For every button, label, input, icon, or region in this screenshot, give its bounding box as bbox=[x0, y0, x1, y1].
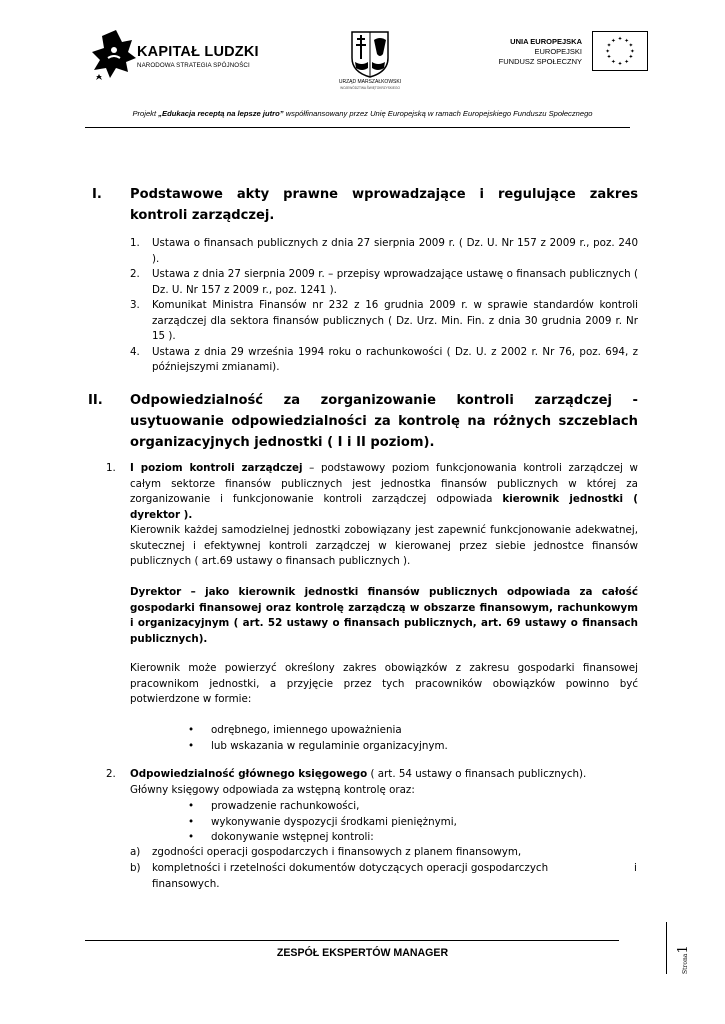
header-divider bbox=[85, 127, 630, 128]
urzad-marszalkowski-sublabel: WOJEWÓDZTWA ŚWIĘTOKRZYSKIEGO bbox=[340, 86, 400, 90]
list-item: 2. Ustawa z dnia 27 sierpnia 2009 r. – przepisy wprowadzające ustawę o finansach publicznych ( Dz. U. Nr 157 z 2009 r., poz. 1241 ). bbox=[130, 268, 638, 296]
point-1-paragraph-3: Kierownik może powierzyć określony zakres obowiązków z zakresu gospodarki finansowej pracownikom jednostki, a przyjęcie przez tych pracowników obowiązków powinno być potwierdzone w formie: bbox=[130, 662, 638, 705]
svg-text:✦: ✦ bbox=[628, 54, 634, 61]
footer-divider bbox=[85, 940, 619, 941]
page-number-divider bbox=[666, 922, 667, 974]
svg-text:✦: ✦ bbox=[617, 36, 623, 43]
section-2-title: Odpowiedzialność za zorganizowanie kontroli zarządczej - usytuowanie odpowiedzialności za kontrolę na różnych szczeblach organizacyjnych jednostki ( I i II poziom). bbox=[130, 393, 638, 450]
list-item: • wykonywanie dyspozycji środkami pieniężnymi, bbox=[188, 815, 457, 828]
list-item: 3. Komunikat Ministra Finansów nr 232 z 16 grudnia 2009 r. w sprawie standardów kontroli zarządczej dla sektora finansów publicznych ( Dz. Urz. Min. Fin. z dnia 30 grudnia 2009 r. Nr 15 ). bbox=[130, 299, 638, 342]
letter-b-text: kompletności i rzetelności dokumentów dotyczących operacji gospodarczych bbox=[152, 862, 549, 874]
page-digit: 1 bbox=[676, 945, 691, 954]
authorization-forms-list bbox=[188, 723, 628, 754]
point-2-heading: Odpowiedzialność głównego księgowego ( art. 54 ustawy o finansach publicznych). bbox=[130, 768, 587, 780]
section-1-number: I. bbox=[92, 187, 102, 202]
list-item: 4. Ustawa z dnia 29 września 1994 roku o rachunkowości ( Dz. U. z 2002 r. Nr 76, poz. 694, z późniejszymi zmianami). bbox=[130, 345, 638, 373]
list-item: 1. Ustawa o finansach publicznych z dnia 27 sierpnia 2009 r. ( Dz. U. Nr 157 z 2009 r., poz. 240 ). bbox=[130, 237, 638, 265]
fundusz-spoleczny-label: FUNDUSZ SPOŁECZNY bbox=[498, 57, 582, 66]
footer-team-name: ZESPÓŁ EKSPERTÓW MANAGER bbox=[276, 947, 449, 959]
svg-text:✦: ✦ bbox=[617, 61, 623, 68]
svg-text:✦: ✦ bbox=[605, 48, 611, 55]
point-1-number: 1. bbox=[106, 462, 116, 474]
svg-text:✦: ✦ bbox=[624, 59, 630, 66]
page-number bbox=[672, 942, 691, 974]
svg-text:✦: ✦ bbox=[606, 43, 612, 50]
svg-text:✦: ✦ bbox=[629, 48, 635, 55]
section-1-title-line2: kontroli zarządczej. bbox=[130, 208, 275, 223]
list-item: • prowadzenie rachunkowości, bbox=[188, 800, 360, 812]
svg-text:✦: ✦ bbox=[628, 43, 634, 50]
point-2-number: 2. bbox=[106, 768, 116, 780]
svg-text:✦: ✦ bbox=[610, 59, 616, 66]
eu-flag-icon bbox=[592, 31, 648, 71]
section-1-title-line1: Podstawowe akty prawne wprowadzające i regulujące zakres bbox=[130, 187, 638, 202]
chief-accountant-duties-list bbox=[188, 799, 628, 846]
list-item: • dokonywanie wstępnej kontroli: bbox=[188, 831, 374, 843]
point-2-line-2: Główny księgowy odpowiada za wstępną kontrolę oraz: bbox=[130, 784, 415, 796]
urzad-marszalkowski-emblem-icon bbox=[350, 30, 390, 78]
list-item: • lub wskazania w regulaminie organizacyjnym. bbox=[188, 739, 448, 752]
urzad-marszalkowski-label: URZĄD MARSZAŁKOWSKI bbox=[338, 79, 402, 85]
point-1-paragraph: I poziom kontroli zarządczej – podstawowy poziom funkcjonowania kontroli zarządczej w całym sektorze finansów publicznych jest jednostka finansów publicznych w której za zorganizowanie i funkcjonowanie kontroli zarządczej odpowiada kierownik jednostki ( dyrektor ). bbox=[130, 462, 639, 521]
page-word: Strona bbox=[682, 953, 689, 974]
point-1-bold-paragraph: Dyrektor – jako kierownik jednostki finansów publicznych odpowiada za całość gospodarki finansowej oraz kontrolę zarządczą w obszarze finansowym, rachunkowym i organizacyjnym ( art. 52 ustawy o finansach publicznych, art. 69 ustawy o finansach publicznych). bbox=[130, 586, 638, 645]
letter-a: a) bbox=[130, 846, 141, 858]
point-1-paragraph-2: Kierownik każdej samodzielnej jednostki zobowiązany jest zapewnić funkcjonowanie adekwatnej, skutecznej i efektywnej kontroli zarządczej w kierowanej przez siebie jednostce finansów publicznych ( art.69 ustawy o finansach publicznych ). bbox=[130, 524, 638, 567]
list-item: • odrębnego, imiennego upoważnienia bbox=[188, 724, 402, 736]
kapital-ludzki-subtitle: NARODOWA STRATEGIA SPÓJNOŚCI bbox=[137, 62, 250, 69]
svg-text:✦: ✦ bbox=[610, 38, 616, 45]
europejski-label: EUROPEJSKI bbox=[534, 47, 582, 56]
letter-b-text-end: i bbox=[634, 862, 637, 874]
svg-text:✦: ✦ bbox=[606, 54, 612, 61]
section-2-number: II. bbox=[88, 393, 103, 408]
letter-b: b) bbox=[130, 862, 141, 874]
kapital-ludzki-title: KAPITAŁ LUDZKI bbox=[137, 44, 259, 60]
legal-acts-list bbox=[130, 236, 638, 376]
svg-text:✦: ✦ bbox=[624, 38, 630, 45]
letter-b-text-cont: finansowych. bbox=[152, 878, 220, 890]
unia-europejska-label: UNIA EUROPEJSKA bbox=[510, 37, 582, 46]
letter-a-text: zgodności operacji gospodarczych i finansowych z planem finansowym, bbox=[152, 846, 522, 858]
project-statement: Projekt „Edukacja receptą na lepsze jutro” współfinansowany przez Unię Europejską w ramach Europejskiego Funduszu Społecznego bbox=[132, 109, 593, 118]
